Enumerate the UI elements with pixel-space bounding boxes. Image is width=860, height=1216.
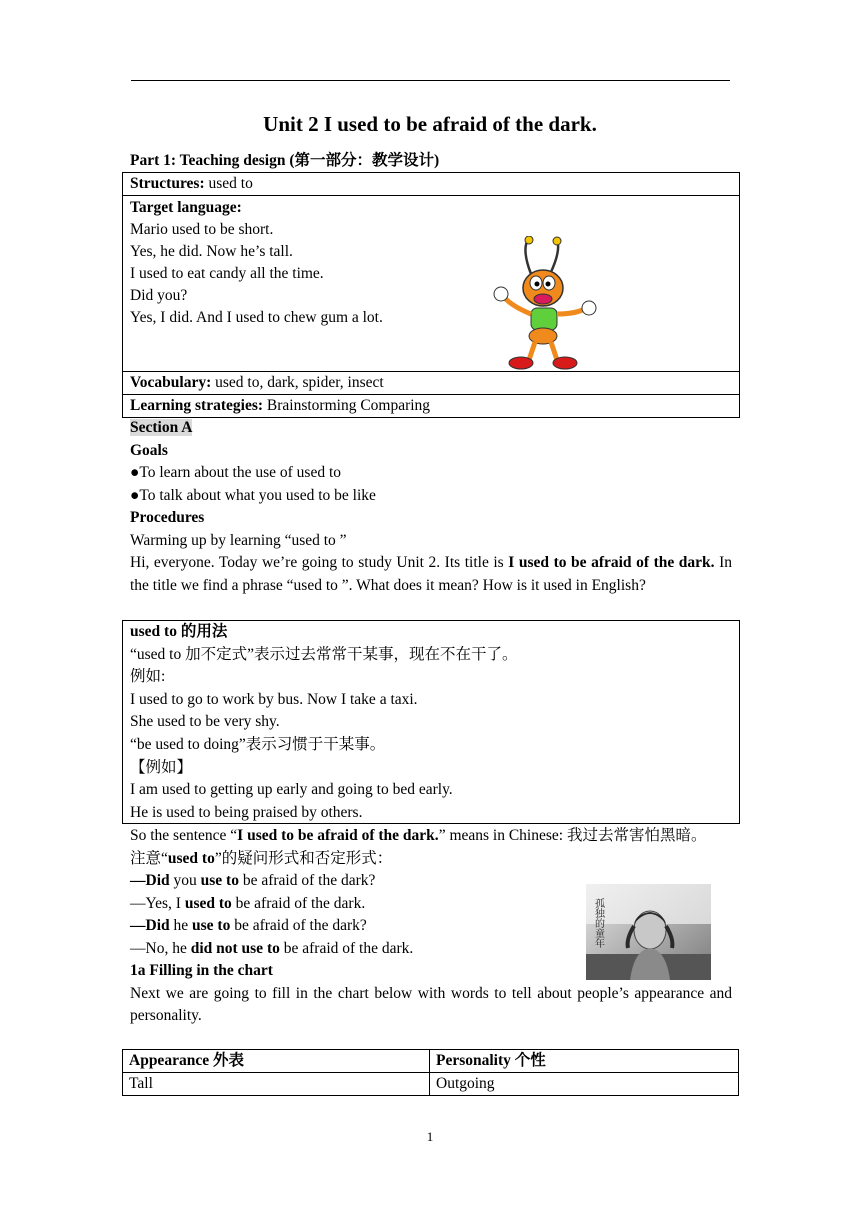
part1-heading: Part 1: Teaching design (第一部分：教学设计) bbox=[130, 152, 440, 169]
table-row bbox=[123, 1073, 739, 1096]
intro-paragraph: Hi, everyone. Today we’re going to study Unit 2. Its title is I used to be afraid of the dark. In the title we find a phrase “used to ”. What does it mean? How is it used in English? bbox=[130, 554, 733, 594]
vocabulary-row: Vocabulary: used to, dark, spider, insect bbox=[123, 371, 739, 394]
fill-chart-text: Next we are going to fill in the chart below with words to tell about people’s appearance and personality. bbox=[130, 984, 732, 1024]
header-appearance: Appearance 外表 bbox=[123, 1050, 430, 1073]
target-line: Yes, he did. Now he’s tall. bbox=[130, 243, 293, 260]
table-header-row bbox=[123, 1050, 739, 1073]
example-answer-2: —No, he did not use to be afraid of the dark. bbox=[130, 939, 414, 957]
target-language-row: Target language: Mario used to be short. Yes, he did. Now he’s tall. I used to eat candy all the time. Did you? Yes, I did. And I used to chew gum a lot. bbox=[123, 195, 739, 371]
example-question-1: —Did you use to be afraid of the dark? bbox=[130, 872, 376, 889]
cartoon-ant-illustration bbox=[491, 236, 601, 371]
header-personality: Personality 个性 bbox=[430, 1050, 739, 1073]
goals-heading: Goals bbox=[130, 441, 168, 459]
page-title: Unit 2 I used to be afraid of the dark. bbox=[263, 112, 597, 136]
strategies-row: Learning strategies: Brainstorming Comparing bbox=[123, 394, 739, 417]
section-a bbox=[130, 417, 732, 597]
example-question-2: —Did he use to be afraid of the dark? bbox=[130, 917, 367, 934]
appearance-personality-chart bbox=[122, 1049, 739, 1096]
fill-chart-heading: 1a Filling in the chart bbox=[130, 962, 273, 979]
target-line: I used to eat candy all the time. bbox=[130, 265, 324, 282]
warming-up: Warming up by learning “used to ” bbox=[130, 531, 347, 549]
target-line: Yes, I did. And I used to chew gum a lot. bbox=[130, 309, 383, 326]
target-line: Did you? bbox=[130, 287, 188, 304]
girl-photo bbox=[586, 884, 711, 980]
target-line: Mario used to be short. bbox=[130, 221, 274, 238]
photo-caption: 孤独的童年 bbox=[592, 898, 604, 948]
note-line: 注意“used to”的疑问形式和否定形式： bbox=[130, 849, 393, 867]
example-answer-1: —Yes, I used to be afraid of the dark. bbox=[130, 894, 366, 912]
page-number: 1 bbox=[426, 1129, 434, 1144]
goal-item: ●To talk about what you used to be like bbox=[130, 486, 376, 504]
meaning-sentence: So the sentence “I used to be afraid of the dark.” means in Chinese: 我过去常害怕黑暗。 bbox=[130, 827, 707, 844]
usage-heading: used to 的用法 bbox=[130, 623, 228, 640]
header-rule bbox=[131, 80, 730, 81]
cell-personality: Outgoing bbox=[430, 1073, 739, 1096]
structures-row: Structures: used to bbox=[130, 175, 253, 192]
structures-box bbox=[122, 172, 740, 418]
goal-item: ●To learn about the use of used to bbox=[130, 464, 342, 481]
used-to-usage-box: used to 的用法 “used to 加不定式”表示过去常常干某事，现在不在干了。 例如: I used to go to work by bus. Now I take a taxi. She used to be very shy. “be used to doing”表示习惯于干某事。 【例如】 I am used to getting up early and going to bed early. He is used to being praised by others. bbox=[122, 620, 740, 824]
section-a-heading: Section A bbox=[130, 419, 193, 436]
cell-appearance: Tall bbox=[123, 1073, 430, 1096]
procedures-heading: Procedures bbox=[130, 509, 205, 526]
